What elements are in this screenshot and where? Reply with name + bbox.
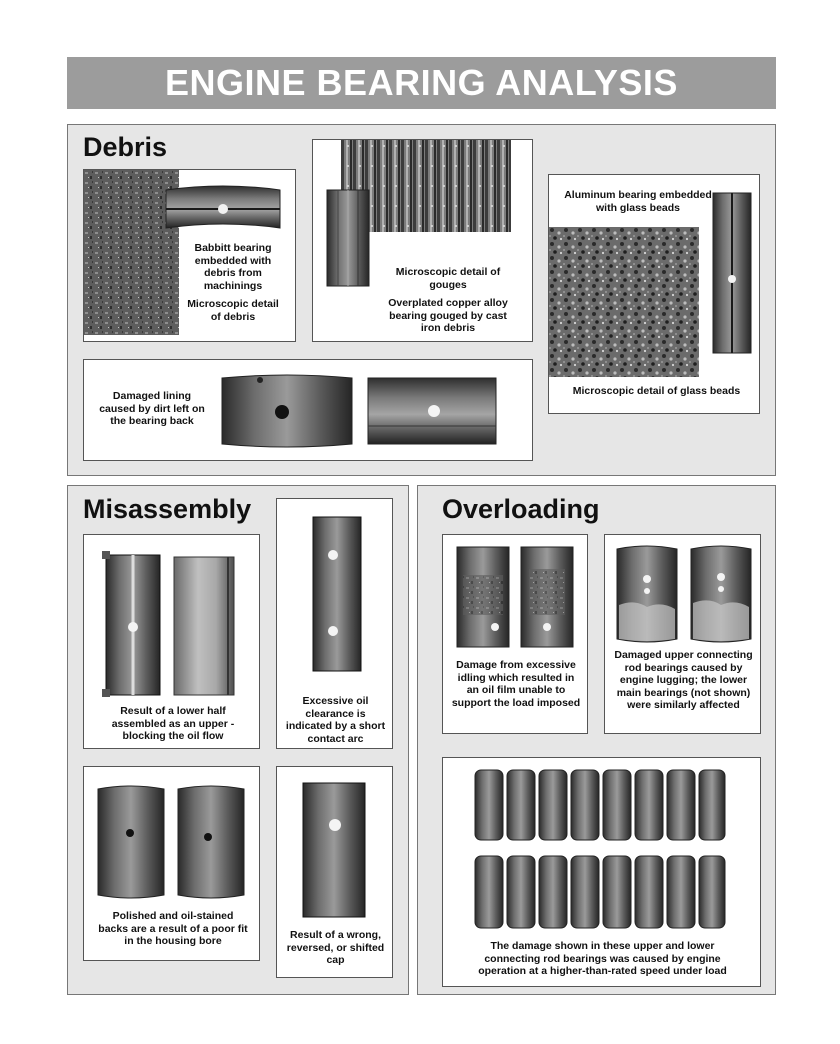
lower-half-bearing-photo bbox=[102, 549, 164, 701]
overplated-card bbox=[312, 139, 533, 342]
oil-clearance-bearing-photo bbox=[311, 513, 363, 675]
idling-bearing-right-photo bbox=[519, 545, 575, 649]
babbitt-card bbox=[83, 169, 296, 342]
lining-card bbox=[83, 359, 533, 461]
overplated-caption: Overplated copper alloy bearing gouged by cast iron debris bbox=[388, 297, 508, 334]
lower-half-caption: Result of a lower half assembled as an upper - blocking the oil flow bbox=[111, 705, 235, 742]
lugging-bearing-right-photo bbox=[689, 545, 753, 643]
polished-card bbox=[83, 766, 260, 961]
debris-heading: Debris bbox=[83, 132, 168, 162]
oil-clearance-caption: Excessive oil clearance is indicated by a short contact arc bbox=[285, 695, 386, 745]
upper-half-bearing-photo bbox=[172, 555, 236, 697]
overspeed-caption: The damage shown in these upper and lower connecting rod bearings was caused by engine operation at a higher-than-rated speed under load bbox=[478, 940, 727, 977]
idling-caption: Damage from excessive idling which resulted in an oil film unable to support the load imposed bbox=[451, 659, 581, 709]
aluminum-bearing-photo bbox=[710, 191, 754, 355]
misassembly-panel bbox=[67, 485, 409, 995]
overspeed-card bbox=[442, 757, 761, 987]
overspeed-upper-row-photo bbox=[473, 766, 727, 844]
misassembly-heading: Misassembly bbox=[83, 494, 252, 524]
overloading-heading: Overloading bbox=[442, 494, 600, 524]
polished-bearing-left-photo bbox=[96, 785, 166, 899]
idling-card bbox=[442, 534, 588, 734]
page-title: ENGINE BEARING ANALYSIS bbox=[165, 62, 678, 103]
lugging-card bbox=[604, 534, 761, 734]
glass-beads-micro-photo bbox=[549, 227, 699, 377]
polished-bearing-right-photo bbox=[176, 785, 246, 899]
debris-panel bbox=[67, 124, 776, 476]
babbitt-micro-caption: Microscopic detail of debris bbox=[187, 298, 279, 323]
babbitt-caption: Babbitt bearing embedded with debris from machinings bbox=[194, 242, 272, 292]
wrong-cap-bearing-photo bbox=[301, 781, 367, 919]
lugging-bearing-left-photo bbox=[615, 545, 679, 643]
wrong-cap-caption: Result of a wrong, reversed, or shifted cap bbox=[286, 929, 385, 966]
overspeed-lower-row-photo bbox=[473, 852, 727, 932]
lining-caption: Damaged lining caused by dirt left on the bearing back bbox=[99, 390, 205, 427]
lower-half-card bbox=[83, 534, 260, 749]
idling-bearing-left-photo bbox=[455, 545, 511, 649]
gouges-micro-caption: Microscopic detail of gouges bbox=[395, 266, 501, 291]
title-bar bbox=[67, 57, 776, 109]
aluminum-card bbox=[548, 174, 760, 414]
lining-bearing-back-photo bbox=[220, 374, 354, 448]
lining-bearing-front-photo bbox=[366, 376, 498, 446]
lugging-caption: Damaged upper connecting rod bearings caused by engine lugging; the lower main bearings (not shown) were similarly affected bbox=[614, 649, 753, 711]
overloading-panel bbox=[417, 485, 776, 995]
oil-clearance-card bbox=[276, 498, 393, 749]
glass-beads-caption: Microscopic detail of glass beads bbox=[572, 385, 741, 397]
polished-caption: Polished and oil-stained backs are a result of a poor fit in the housing bore bbox=[98, 910, 248, 947]
wrong-cap-card bbox=[276, 766, 393, 978]
aluminum-caption: Aluminum bearing embedded with glass beads bbox=[564, 189, 712, 214]
overplated-bearing-photo bbox=[323, 186, 373, 290]
babbitt-bearing-photo bbox=[162, 184, 284, 232]
